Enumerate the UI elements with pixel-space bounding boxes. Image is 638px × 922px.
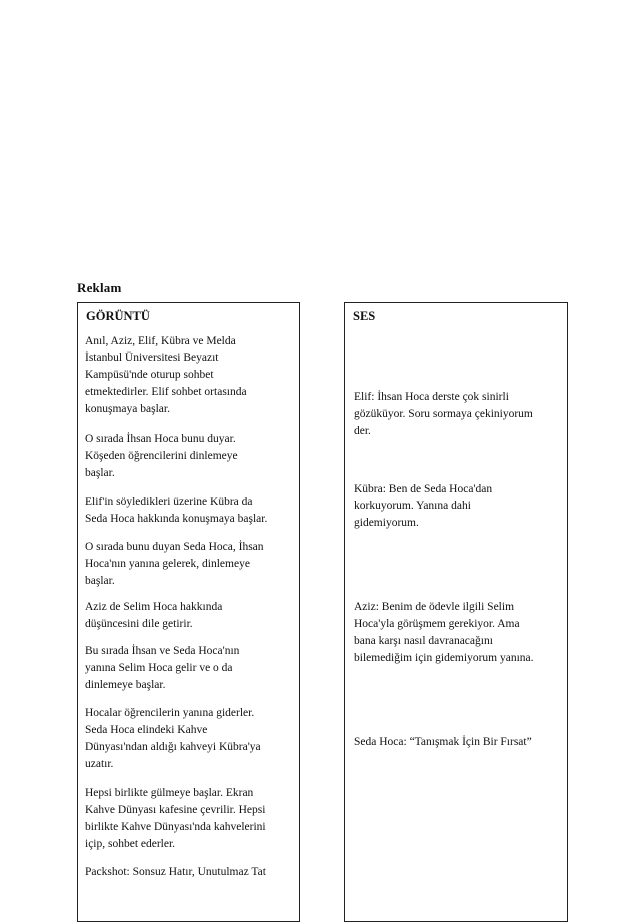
audio-paragraph: Aziz: Benim de ödevle ilgili Selim Hoca'yla görüşmem gerekiyor. Ama bana karşı nasıl davranacağını bilemediğim için gidemiyorum yanına. [354,601,534,664]
visual-column-title: GÖRÜNTÜ [86,309,150,323]
visual-paragraph: Packshot: Sonsuz Hatır, Unutulmaz Tat [85,866,266,878]
visual-paragraph: Elif'in söyledikleri üzerine Kübra da Seda Hoca hakkında konuşmaya başlar. [85,496,268,525]
visual-paragraph: Aziz de Selim Hoca hakkında düşüncesini dile getirir. [85,601,223,630]
visual-paragraph: Hocalar öğrencilerin yanına giderler. Seda Hoca elindeki Kahve Dünyası'ndan aldığı kahveyi Kübra'ya uzatır. [85,707,261,770]
visual-paragraph: O sırada bunu duyan Seda Hoca, İhsan Hoca'nın yanına gelerek, dinlemeye başlar. [85,541,264,587]
visual-paragraph: Bu sırada İhsan ve Seda Hoca'nın yanına Selim Hoca gelir ve o da dinlemeye başlar. [85,645,240,691]
audio-paragraph: Elif: İhsan Hoca derste çok sinirli gözüküyor. Soru sormaya çekiniyorum der. [354,391,533,437]
visual-column [77,302,300,922]
visual-paragraph: Hepsi birlikte gülmeye başlar. Ekran Kahve Dünyası kafesine çevrilir. Hepsi birlikte Kahve Dünyası'nda kahvelerini içip, sohbet ederler. [85,787,266,850]
audio-paragraph: Seda Hoca: “Tanışmak İçin Bir Fırsat” [354,736,532,748]
audio-column [344,302,568,922]
visual-paragraph: Anıl, Aziz, Elif, Kübra ve Melda İstanbul Üniversitesi Beyazıt Kampüsü'nde oturup sohbet etmektedirler. Elif sohbet ortasında konuşmaya başlar. [85,335,247,415]
audio-column-title: SES [353,309,376,323]
visual-paragraph: O sırada İhsan Hoca bunu duyar. Köşeden öğrencilerini dinlemeye başlar. [85,433,238,479]
audio-paragraph: Kübra: Ben de Seda Hoca'dan korkuyorum. Yanına dahi gidemiyorum. [354,483,493,529]
document-heading: Reklam [77,280,122,295]
